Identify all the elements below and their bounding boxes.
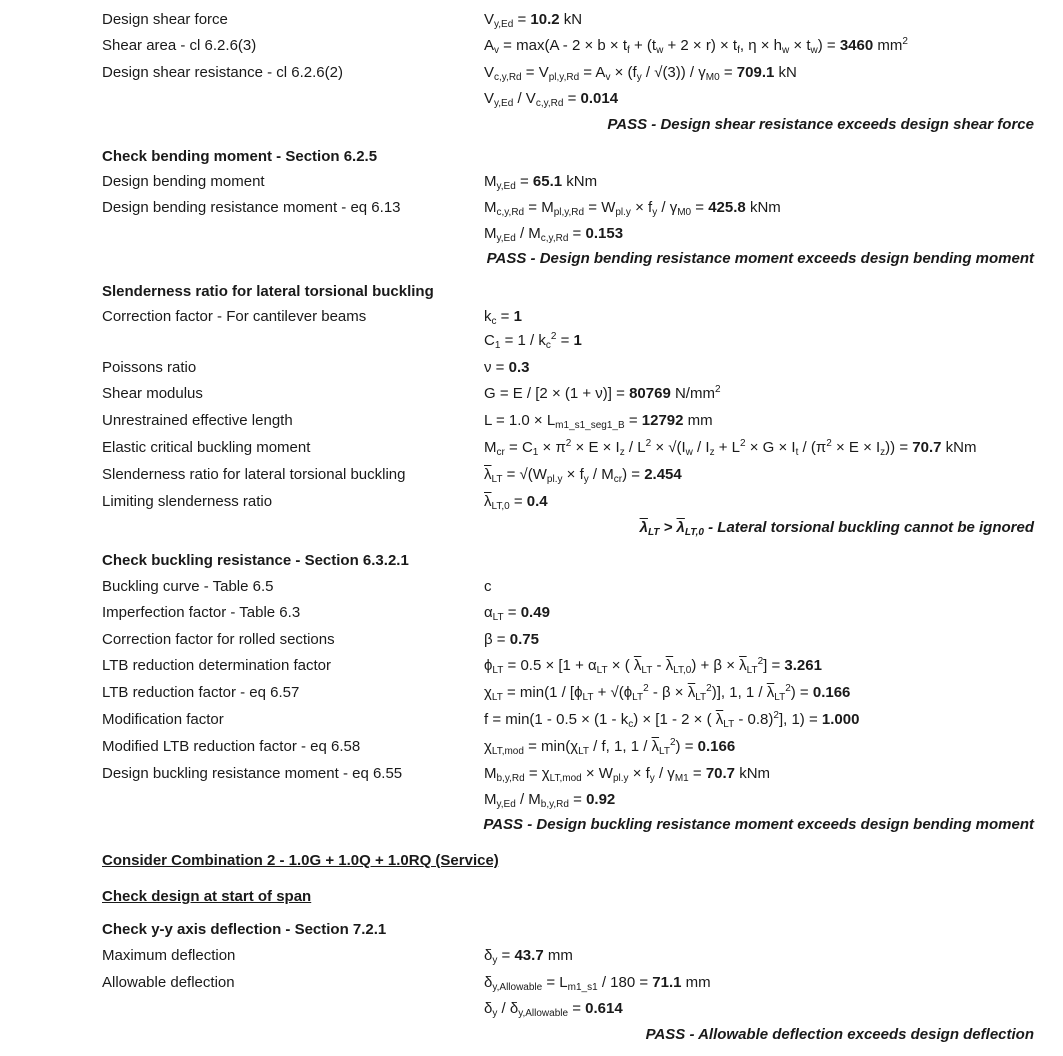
poissons-row [0, 357, 1063, 379]
shear-resistance-row [0, 62, 1063, 84]
row-label: Buckling curve - Table 6.5 [102, 578, 274, 595]
buckling-utilisation-row [0, 789, 1063, 811]
allowable-deflection-row [0, 972, 1063, 994]
shear-modulus-row [0, 383, 1063, 405]
row-value: $C_1 = 1 / k_c^2 = 1$ [484, 331, 582, 351]
row-label: Shear modulus [102, 385, 203, 402]
max-deflection-row [0, 945, 1063, 967]
row-value: $\overline{\lambda}_{LT} = √(W_{pl.y} \times f_y / M_{cr}) = 2.454$ [484, 466, 682, 485]
row-value: $M_{y,Ed} = 65.1$ kNm [484, 173, 598, 192]
row-value: $\delta_y / \delta_{y,Allowable} = 0.614$ [484, 1000, 623, 1019]
deflection-heading-row [0, 919, 1063, 941]
row-label: Shear area - cl 6.2.6(3) [102, 37, 257, 54]
deflection-pass-row [0, 1024, 1063, 1046]
pass-message: PASS - Design shear resistance exceeds design shear force [607, 116, 1034, 133]
row-value: ν = 0.3 [484, 359, 530, 376]
row-label: Design shear resistance - cl 6.2.6(2) [102, 64, 343, 81]
ltb-reduction-row [0, 682, 1063, 704]
row-value: $V_{c,y,Rd} = V_{pl,y,Rd} = A_v \times (f_y / √(3)) / \gamma_{M0} = 709.1$ kN [484, 64, 797, 83]
row-label: Correction factor for rolled sections [102, 631, 335, 648]
row-label: Maximum deflection [102, 947, 236, 964]
row-label: Allowable deflection [102, 974, 235, 991]
row-value: $V_{y,Ed} / V_{c,y,Rd} = 0.014$ [484, 90, 619, 109]
buckling-pass-row [0, 814, 1063, 836]
bending-moment-row [0, 171, 1063, 193]
buckling-resistance-row [0, 763, 1063, 785]
slenderness-heading-row [0, 281, 1063, 303]
section-heading: Check y-y axis deflection - Section 7.2.1 [102, 921, 387, 938]
ltb-determination-row [0, 655, 1063, 677]
row-label: Design shear force [102, 11, 228, 28]
pass-message: PASS - Design bending resistance moment exceeds design bending moment [486, 250, 1034, 267]
row-label: Elastic critical buckling moment [102, 439, 311, 456]
effective-length-row [0, 410, 1063, 432]
row-value: $\overline{\lambda}_{LT,0} = 0.4$ [484, 493, 548, 512]
correction-factor-row [0, 306, 1063, 328]
row-label: Slenderness ratio for lateral torsional buckling [102, 466, 406, 483]
row-value: $\delta_y = 43.7$ mm [484, 947, 573, 966]
row-value: $M_{b,y,Rd} = \chi_{LT,mod} \times W_{pl.y} \times f_y / \gamma_{M1} = 70.7$ kNm [484, 765, 771, 784]
buckling-curve-row [0, 576, 1063, 598]
row-value: $\delta_{y,Allowable} = L_{m1\_s1} / 180 = 71.1$ mm [484, 974, 711, 993]
row-label: Design bending moment [102, 173, 265, 190]
shear-utilisation-row [0, 88, 1063, 110]
row-value: $\alpha_{LT} = 0.49$ [484, 604, 550, 623]
row-value: $M_{c,y,Rd} = M_{pl,y,Rd} = W_{pl.y} \times f_y / \gamma_{M0} = 425.8$ kNm [484, 199, 781, 218]
section-heading: Check buckling resistance - Section 6.3.2.1 [102, 552, 409, 569]
deflection-utilisation-row [0, 998, 1063, 1020]
slenderness-result-row [0, 517, 1063, 539]
combination-heading: Consider Combination 2 - 1.0G + 1.0Q + 1.0RQ (Service) [102, 852, 499, 869]
limiting-slenderness-row [0, 491, 1063, 513]
pass-message: PASS - Design buckling resistance moment exceeds design bending moment [483, 816, 1034, 833]
row-label: Modification factor [102, 711, 224, 728]
row-label: LTB reduction factor - eq 6.57 [102, 684, 300, 701]
row-label: LTB reduction determination factor [102, 657, 332, 674]
design-start-heading: Check design at start of span [102, 888, 312, 905]
bending-utilisation-row [0, 223, 1063, 245]
buckling-heading-row [0, 550, 1063, 572]
slenderness-ratio-row [0, 464, 1063, 486]
row-value: $V_{y,Ed} = 10.2$ kN [484, 11, 583, 30]
row-value: $\chi_{LT,mod} = \min(\chi_{LT} / f$, 1, $1 / \overline{\lambda}_{LT}^2) = 0.166$ [484, 737, 736, 757]
shear-pass-row [0, 114, 1063, 136]
row-value: $M_{cr} = C_1 \times \pi^2 \times E \times I_z / L^2 \times √(I_w / I_z + L^2 \times G \times I_t / (\pi^2 \times E \times I_z)) = 70.7$ kNm [484, 438, 977, 458]
row-value: $M_{y,Ed} / M_{b,y,Rd} = 0.92$ [484, 791, 616, 810]
row-value: $A_v = \max(A - 2 \times b \times t_f + (t_w + 2 \times r) \times t_f$, $\eta \times h_w \times t_w) = 3460$ $mm^2$ [484, 36, 908, 56]
row-value: β = 0.75 [484, 631, 539, 648]
bending-resistance-row [0, 197, 1063, 219]
pass-message: $\overline{\lambda}_{LT} > \overline{\lambda}_{LT,0}$ - Lateral torsional buckling cannot be ignored [639, 519, 1034, 538]
pass-message: PASS - Allowable deflection exceeds design deflection [645, 1026, 1034, 1043]
row-label: Poissons ratio [102, 359, 197, 376]
combination-heading-row [0, 850, 1063, 872]
row-value: $M_{y,Ed} / M_{c,y,Rd} = 0.153$ [484, 225, 624, 244]
row-value: $L = 1.0 \times L_{m1\_s1\_seg1\_B} = 12792$ mm [484, 412, 713, 431]
shear-area-row [0, 35, 1063, 57]
rolled-correction-row [0, 629, 1063, 651]
row-value: $k_c = 1$ [484, 308, 522, 327]
c1-row [0, 330, 1063, 352]
row-value: $\phi_{LT} = 0.5 \times [1 + \alpha_{LT}$ × ( $\overline{\lambda}_{LT} - \overline{\lambda}_{LT,0}) + \beta \times \overline{\lambda}_{LT}^2] = 3.261$ [484, 656, 822, 676]
start-span-heading-row [0, 886, 1063, 908]
bending-heading-row [0, 146, 1063, 168]
imperfection-factor-row [0, 602, 1063, 624]
row-value: G = E / [2 × (1 + ν)] = 80769 $N/mm^2$ [484, 384, 721, 402]
row-value: $\chi_{LT} = \min(1 / [\phi_{LT} + √(\phi_{LT}^2 - \beta \times \overline{\lambda}_{LT}^2)]$, 1, $1 / \overline{\lambda}_{LT}^2) = 0.166$ [484, 683, 851, 703]
row-value: $f = \min(1 - 0.5 \times (1 - k_c) \times [1 - 2$ × ( $\overline{\lambda}_{LT} - 0.8)^2$], 1) = 1.000 [484, 710, 860, 730]
critical-moment-row [0, 437, 1063, 459]
modified-reduction-row [0, 736, 1063, 758]
row-label: Unrestrained effective length [102, 412, 293, 429]
shear-force-row [0, 9, 1063, 31]
bending-pass-row [0, 248, 1063, 270]
row-label: Limiting slenderness ratio [102, 493, 273, 510]
section-heading: Check bending moment - Section 6.2.5 [102, 148, 378, 165]
row-label: Modified LTB reduction factor - eq 6.58 [102, 738, 361, 755]
row-label: Design bending resistance moment - eq 6.13 [102, 199, 401, 216]
modification-factor-row [0, 709, 1063, 731]
section-heading: Slenderness ratio for lateral torsional buckling [102, 283, 434, 300]
row-label: Design buckling resistance moment - eq 6.55 [102, 765, 403, 782]
row-value: c [484, 578, 492, 595]
row-label: Imperfection factor - Table 6.3 [102, 604, 301, 621]
row-label: Correction factor - For cantilever beams [102, 308, 367, 325]
